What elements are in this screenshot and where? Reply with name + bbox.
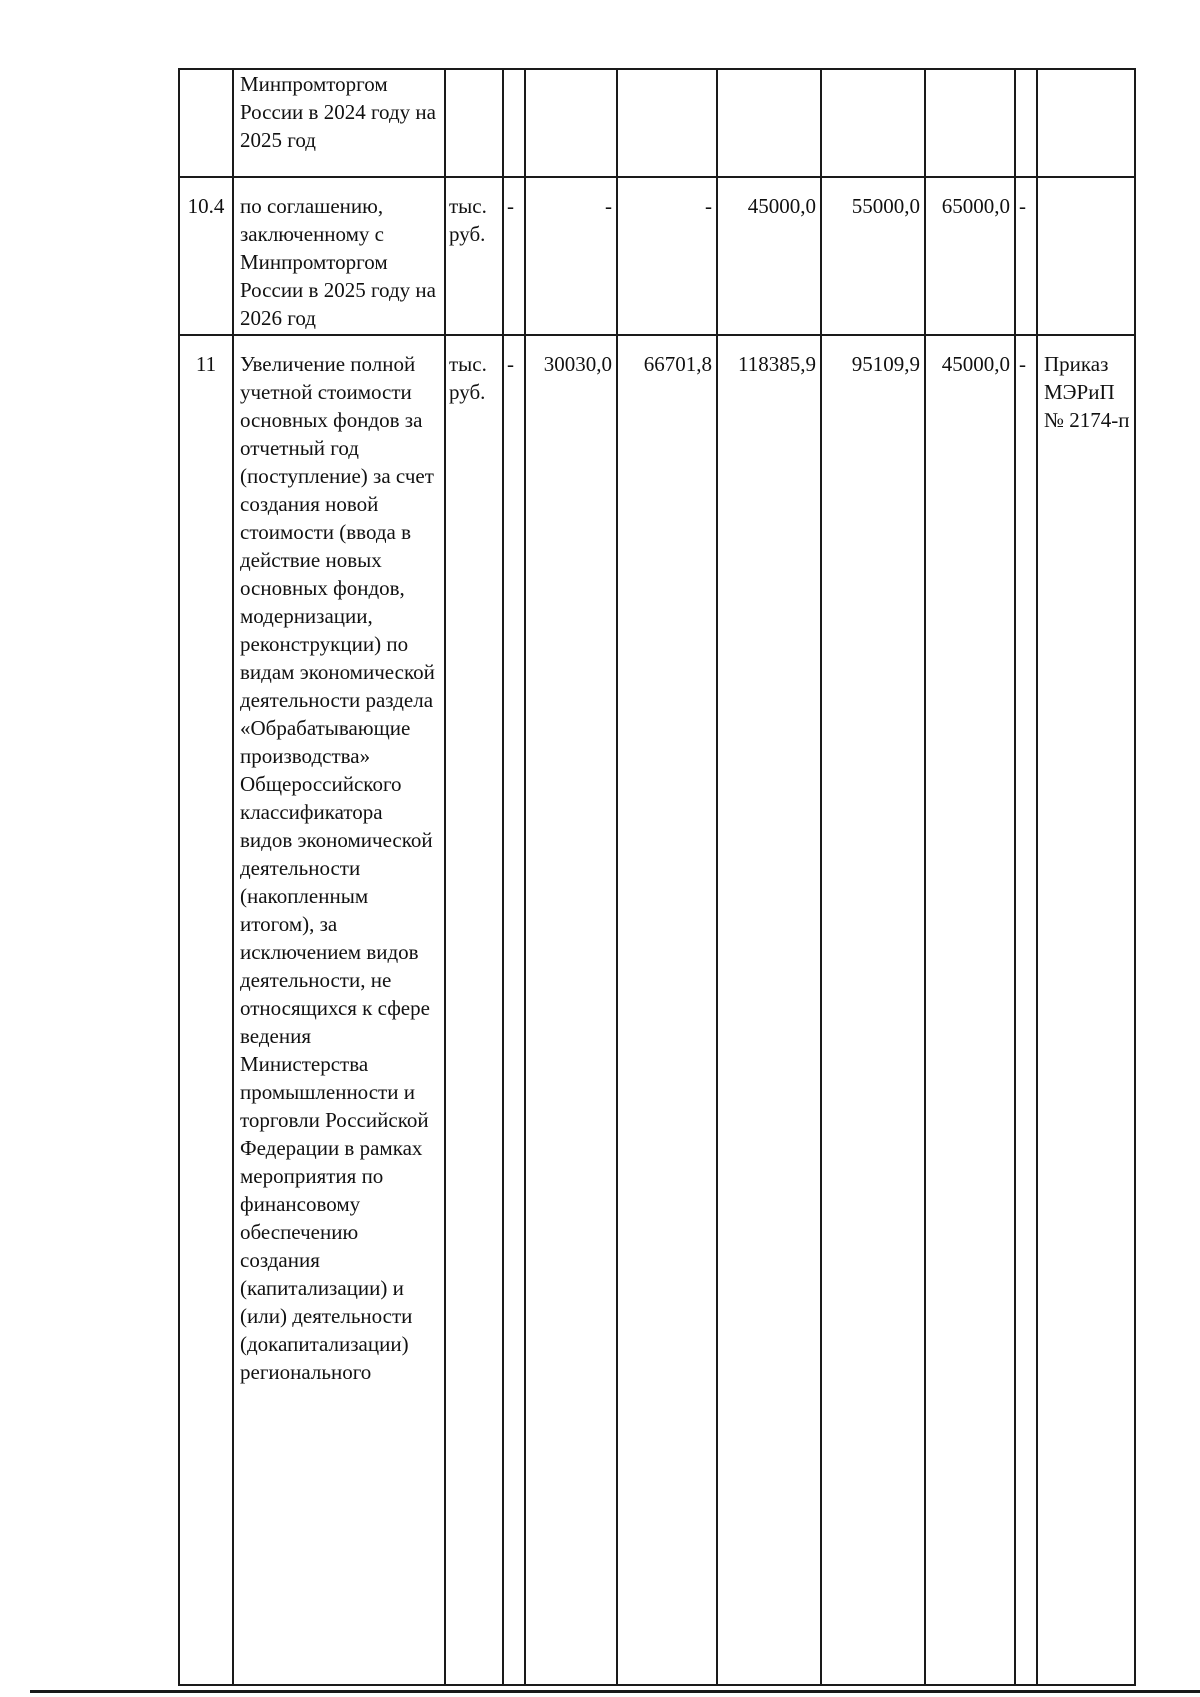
value-text: 45000,0 <box>941 352 1010 376</box>
source-cell <box>1037 177 1135 335</box>
unit-text: тыс. руб. <box>449 352 487 404</box>
value-cell <box>1015 177 1037 335</box>
value-text: - <box>507 352 514 376</box>
value-cell <box>1015 335 1037 1685</box>
source-cell <box>1037 69 1135 177</box>
unit-cell <box>445 69 503 177</box>
value-text: - <box>1019 194 1026 218</box>
value-cell <box>503 69 525 177</box>
value-cell <box>525 177 617 335</box>
value-cell <box>821 335 925 1685</box>
unit-text: тыс. руб. <box>449 194 487 246</box>
value-text: 65000,0 <box>941 194 1010 218</box>
row-number-cell <box>179 69 233 177</box>
unit-cell <box>445 177 503 335</box>
value-text: - <box>507 194 514 218</box>
value-cell <box>925 69 1015 177</box>
value-text: 55000,0 <box>851 194 920 218</box>
value-cell <box>925 335 1015 1685</box>
value-cell <box>717 335 821 1685</box>
value-text: - <box>605 194 612 218</box>
value-cell <box>1015 69 1037 177</box>
value-text: 95109,9 <box>851 352 920 376</box>
value-cell <box>525 69 617 177</box>
row-number: 11 <box>195 352 217 376</box>
source-text: Приказ МЭРиП № 2174-п <box>1044 352 1130 432</box>
value-text: 66701,8 <box>643 352 712 376</box>
value-cell <box>617 69 717 177</box>
value-cell <box>617 335 717 1685</box>
value-text: 118385,9 <box>738 352 816 376</box>
value-cell <box>717 177 821 335</box>
unit-cell <box>445 335 503 1685</box>
indicator-text: по соглашению, заключенному с Минпромторгом России в 2025 году на 2026 год <box>240 194 436 330</box>
indicator-cell <box>233 69 445 177</box>
value-cell <box>717 69 821 177</box>
value-text: 30030,0 <box>543 352 612 376</box>
indicator-cell <box>233 335 445 1685</box>
value-cell <box>925 177 1015 335</box>
row-number: 10.4 <box>187 194 225 218</box>
indicators-table <box>178 68 1136 1686</box>
value-cell <box>503 177 525 335</box>
row-number-cell <box>179 177 233 335</box>
indicator-cell <box>233 177 445 335</box>
value-cell <box>821 177 925 335</box>
value-cell <box>525 335 617 1685</box>
value-cell <box>821 69 925 177</box>
table-row <box>179 335 1135 1685</box>
value-cell <box>503 335 525 1685</box>
row-number-cell <box>179 335 233 1685</box>
indicator-text: Минпромторгом России в 2024 году на 2025 год <box>240 72 436 152</box>
value-text: 45000,0 <box>747 194 816 218</box>
value-text: - <box>1019 352 1026 376</box>
table-row <box>179 69 1135 177</box>
page-bottom-rule <box>30 1690 1200 1693</box>
source-cell <box>1037 335 1135 1685</box>
value-cell <box>617 177 717 335</box>
table-row <box>179 177 1135 335</box>
value-text: - <box>705 194 712 218</box>
indicator-text: Увеличение полной учетной стоимости основных фондов за отчетный год (поступление) за счет создания новой стоимости (ввода в действие новых основных фондов, модернизации, реконструкции) по видам экономической деятельности раздела «Обрабатывающие производства» Общероссийского классификатора видов экономической деятельности (накопленным итогом), за исключением видов деятельности, не относящихся к сфере ведения Министерства промышленности и торговли Российской Федерации в рамках мероприятия по финансовому обеспечению создания (капитализации) и (или) деятельности (докапитализации) регионального <box>240 352 435 1384</box>
